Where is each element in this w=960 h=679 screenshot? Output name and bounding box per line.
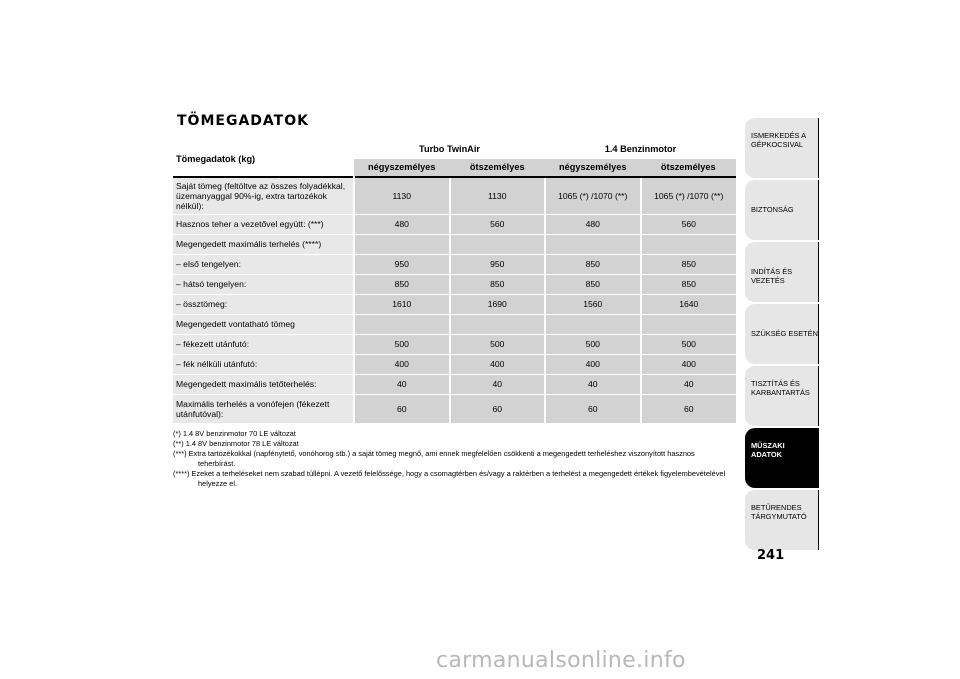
row-label: Hasznos teher a vezetővel együtt: (***) [173,214,354,234]
row-label: – hátsó tengelyen: [173,274,354,294]
tab-label: TÁRGYMUTATÓ [751,511,807,521]
table-row [173,314,736,334]
row-label: Megengedett maximális terhelés (****) [173,234,354,254]
tab-label: SZÜKSÉG ESETÉN [751,329,818,338]
cell-value: 850 [545,254,641,274]
table-row [173,274,736,294]
table-row [173,177,736,214]
page-title: TÖMEGADATOK [177,113,309,129]
tab-label: GÉPKOCSIVAL [751,139,804,149]
cell-value: 60 [450,394,546,423]
row-label: Megengedett maximális tetőterhelés: [173,374,354,394]
tab-label: ISMERKEDÉS A [751,131,807,140]
cell-value: 850 [641,274,737,294]
tab-label: BIZTONSÁG [751,205,794,214]
footnote: (*) 1.4 8V benzinmotor 70 LE változat [173,429,296,438]
footnotes [173,429,733,489]
tab-label: ADATOK [751,449,782,459]
cell-value: 850 [545,274,641,294]
cell-value: 560 [641,214,737,234]
chapter-tab-szukseg[interactable] [745,304,819,364]
cell-value: 560 [450,214,546,234]
chapter-tab-tisztitas[interactable] [745,366,819,426]
row-label: – össztömeg: [173,294,354,314]
cell-value [450,314,546,334]
footnote: (****) Ezeket a terheléseket nem szabad túllépni. A vezető felelőssége, hogy a csomagtérben és/vagy a raktérben a terhelést a megengedett értékek figyelembevételével helyezze el. [173,469,726,488]
cell-value: 850 [450,274,546,294]
cell-value [545,234,641,254]
table-row [173,254,736,274]
cell-value: 40 [545,374,641,394]
row-label: Saját tömeg (feltöltve az összes folyadékkal, üzemanyaggal 90%-ig, extra tartozékok nélkül): [173,177,354,214]
table-row [173,334,736,354]
table-row [173,394,736,423]
cell-value: 400 [450,354,546,374]
subheader-4-seat: négyszemélyes [354,158,450,177]
cell-value: 40 [641,374,737,394]
footnote: (***) Extra tartozékokkal (napfénytető, vonóhorog stb.) a saját tömeg megnő, ami ennek megfelelően csökkenti a megengedett terheléshez viszonyított hasznos teherbírást. [173,449,695,468]
tab-label: KARBANTARTÁS [751,387,810,397]
cell-value: 950 [450,254,546,274]
table-row [173,214,736,234]
weights-table [173,141,736,424]
group-header-benzin: 1.4 Benzinmotor [545,141,736,158]
chapter-tabs [745,118,819,552]
tab-label: INDÍTÁS ÉS VEZETÉS [751,267,793,285]
footnote: (**) 1.4 8V benzinmotor 78 LE változat [173,439,299,448]
cell-value [354,234,450,254]
cell-value: 400 [354,354,450,374]
table-row [173,294,736,314]
table-row [173,354,736,374]
cell-value: 60 [641,394,737,423]
chapter-tab-muszaki-adatok[interactable] [745,428,819,488]
subheader-5-seat: ötszemélyes [641,158,737,177]
cell-value: 500 [641,334,737,354]
tab-label: TISZTÍTÁS ÉS [751,379,800,388]
cell-value: 500 [450,334,546,354]
cell-value: 850 [641,254,737,274]
cell-value: 480 [354,214,450,234]
cell-value: 400 [641,354,737,374]
cell-value: 1560 [545,294,641,314]
tab-label: MŰSZAKI [751,441,785,450]
cell-value: 400 [545,354,641,374]
cell-value: 1690 [450,294,546,314]
row-label: – fékezett utánfutó: [173,334,354,354]
chapter-tab-ismerkedes[interactable] [745,118,819,178]
cell-value: 1130 [354,177,450,214]
subheader-4-seat: négyszemélyes [545,158,641,177]
row-label: – fék nélküli utánfutó: [173,354,354,374]
cell-value: 40 [450,374,546,394]
cell-value: 500 [545,334,641,354]
chapter-tab-targymutato[interactable] [745,490,819,550]
group-header-twinair: Turbo TwinAir [354,141,545,158]
cell-value: 850 [354,274,450,294]
cell-value [545,314,641,334]
row-label: – első tengelyen: [173,254,354,274]
table-corner-label: Tömegadatok (kg) [173,141,354,177]
cell-value: 60 [545,394,641,423]
tab-label: BETŰRENDES [751,503,802,512]
cell-value: 40 [354,374,450,394]
cell-value [450,234,546,254]
cell-value: 1065 (*) /1070 (**) [641,177,737,214]
table-row [173,374,736,394]
cell-value [641,234,737,254]
cell-value: 60 [354,394,450,423]
cell-value: 480 [545,214,641,234]
watermark: carmanualsonline.info [436,648,686,673]
cell-value: 1130 [450,177,546,214]
cell-value: 500 [354,334,450,354]
chapter-tab-biztonsag[interactable] [745,180,819,240]
row-label: Maximális terhelés a vonófejen (fékezett utánfutóval): [173,394,354,423]
table-row [173,234,736,254]
cell-value [354,314,450,334]
row-label: Megengedett vontatható tömeg [173,314,354,334]
chapter-tab-inditas[interactable] [745,242,819,302]
cell-value: 1640 [641,294,737,314]
subheader-5-seat: ötszemélyes [450,158,546,177]
page-number: 241 [757,548,785,563]
cell-value: 1065 (*) /1070 (**) [545,177,641,214]
cell-value [641,314,737,334]
cell-value: 1610 [354,294,450,314]
cell-value: 950 [354,254,450,274]
